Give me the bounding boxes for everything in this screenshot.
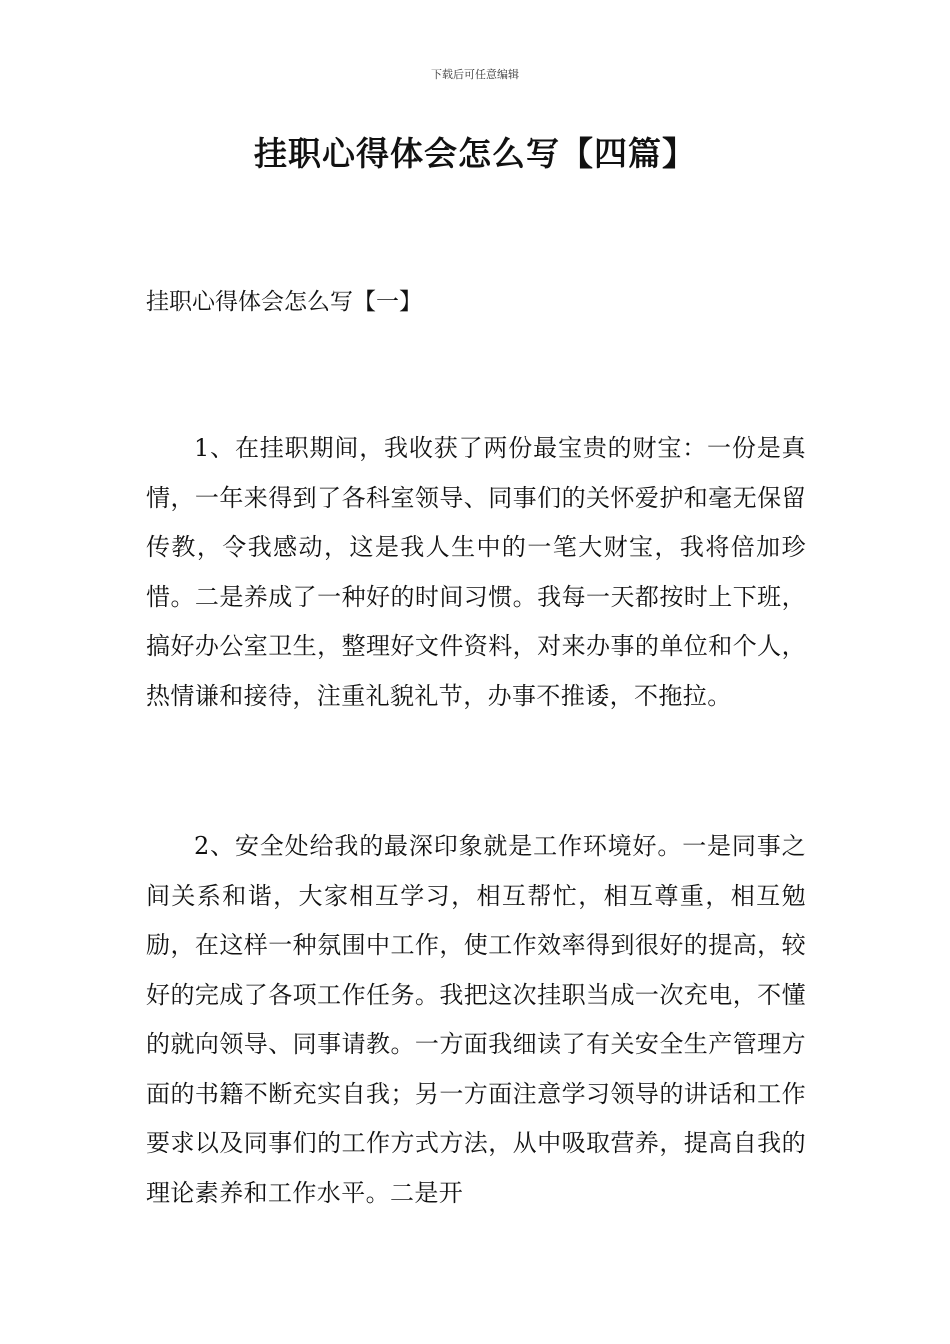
section-heading: 挂职心得体会怎么写【一】 [146, 289, 422, 315]
document-title: 挂职心得体会怎么写【四篇】 [254, 134, 696, 173]
body-paragraph-1: 1、在挂职期间，我收获了两份最宝贵的财宝：一份是真情，一年来得到了各科室领导、同事们的关怀爱护和毫无保留传教，令我感动，这是我人生中的一笔大财宝，我将倍加珍惜。二是养成了一种好的时间习惯。我每一天都按时上下班，搞好办公室卫生，整理好文件资料，对来办事的单位和个人，热情谦和接待，注重礼貌礼节，办事不推诿，不拖拉。 [146, 434, 806, 710]
body-paragraph-2: 2、安全处给我的最深印象就是工作环境好。一是同事之间关系和谐，大家相互学习，相互帮忙，相互尊重，相互勉励，在这样一种氛围中工作，使工作效率得到很好的提高，较好的完成了各项工作任务。我把这次挂职当成一次充电，不懂的就向领导、同事请教。一方面我细读了有关安全生产管理方面的书籍不断充实自我；另一方面注意学习领导的讲话和工作要求以及同事们的工作方式方法，从中吸取营养，提高自我的理论素养和工作水平。二是开 [146, 832, 806, 1207]
header-note: 下载后可任意编辑 [431, 68, 519, 81]
